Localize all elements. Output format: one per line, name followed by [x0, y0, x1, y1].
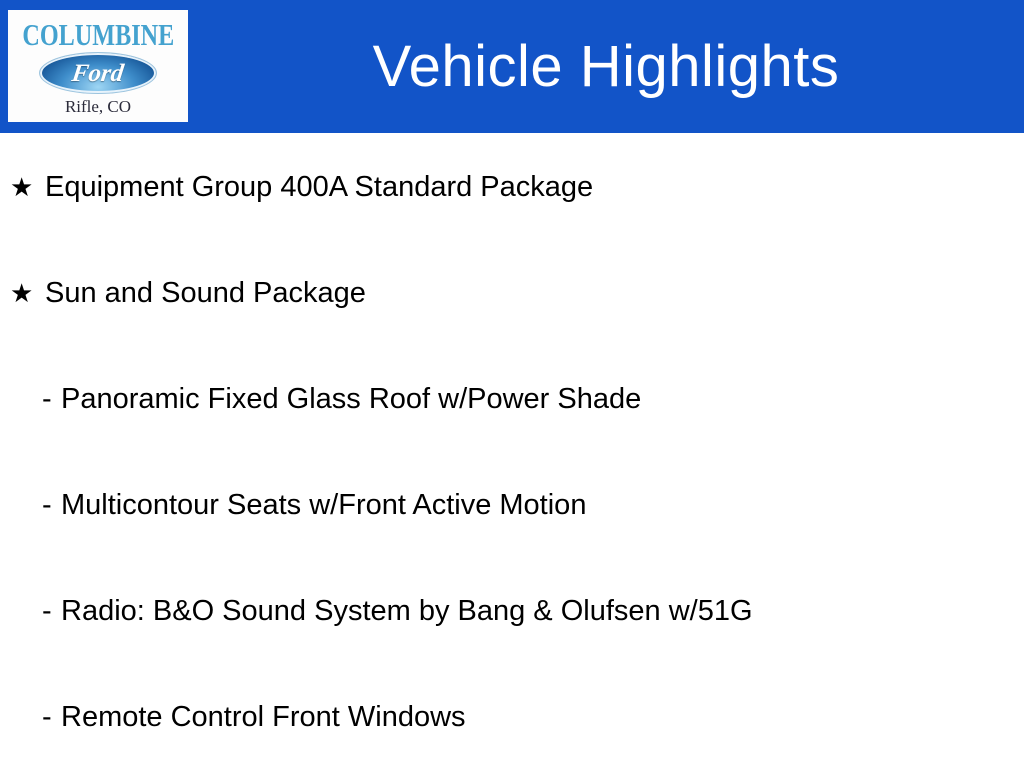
highlight-item — [0, 700, 1024, 734]
highlight-item — [0, 170, 1024, 204]
highlight-text: Multicontour Seats w/Front Active Motion — [61, 489, 587, 521]
dash-bullet-icon: - — [42, 489, 52, 521]
highlight-text: Panoramic Fixed Glass Roof w/Power Shade — [61, 383, 642, 415]
dash-bullet-icon: - — [42, 383, 52, 415]
star-bullet-icon: ★ — [10, 278, 34, 308]
ford-script-text: Ford — [70, 59, 126, 87]
dealer-location: Rifle, CO — [64, 97, 132, 116]
highlight-text: Equipment Group 400A Standard Package — [45, 171, 594, 203]
page-title: Vehicle Highlights — [372, 34, 840, 99]
dash-bullet-icon: - — [42, 701, 52, 733]
highlight-item — [0, 276, 1024, 310]
highlight-text: Remote Control Front Windows — [61, 701, 466, 733]
highlight-item — [0, 594, 1024, 628]
dealer-name: COLUMBINE — [22, 17, 174, 52]
highlight-item — [0, 488, 1024, 522]
highlight-text: Sun and Sound Package — [45, 277, 366, 309]
highlight-text: Radio: B&O Sound System by Bang & Olufsen w/51G — [61, 595, 753, 627]
star-bullet-icon: ★ — [10, 172, 34, 202]
highlight-item — [0, 382, 1024, 416]
dash-bullet-icon: - — [42, 595, 52, 627]
